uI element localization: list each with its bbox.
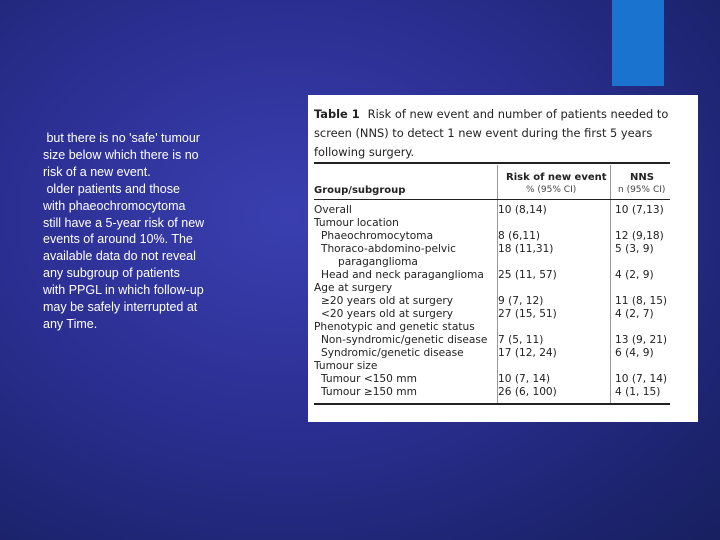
slide-body-text: [43, 130, 208, 333]
row-risk-cell: 9 (7, 12): [498, 295, 544, 307]
row-nns-cell: 12 (9,18): [615, 230, 664, 242]
row-nns-cell: 4 (2, 7): [615, 308, 654, 320]
table-row: [314, 204, 670, 217]
row-group-cell: Non-syndromic/genetic disease: [321, 334, 488, 346]
row-nns-cell: 10 (7, 14): [615, 373, 668, 385]
table-caption-text: Risk of new event and number of patients needed to screen (NNS) to detect 1 new event during the first 5 years following surgery.: [314, 107, 669, 159]
table-row: [314, 243, 670, 256]
row-nns-cell: 4 (1, 15): [615, 386, 661, 398]
row-group-cell: Age at surgery: [314, 282, 393, 294]
table-label: Table 1: [314, 107, 360, 121]
body-paragraph-1: but there is no 'safe' tumour size below which there is no risk of a new event.: [43, 131, 204, 179]
accent-bar: [612, 0, 664, 86]
table-top-rule: [314, 162, 670, 164]
row-group-cell: Syndromic/genetic disease: [321, 347, 464, 359]
table-figure: [308, 95, 698, 422]
row-risk-cell: 7 (5, 11): [498, 334, 544, 346]
row-nns-cell: 5 (3, 9): [615, 243, 654, 255]
body-paragraph-2: older patients and those with phaeochromocytoma still have a 5-year risk of new events of around 10%. The available data do not reveal any subgroup of patients with PPGL in which follow-up may be safely interrupted at any Time.: [43, 181, 208, 331]
row-nns-cell: 6 (4, 9): [615, 347, 654, 359]
row-nns-cell: 4 (2, 9): [615, 269, 654, 281]
header-group: Group/subgroup: [314, 185, 406, 196]
table-row: [314, 256, 670, 269]
table-row: [314, 269, 670, 282]
row-nns-cell: 13 (9, 21): [615, 334, 668, 346]
table-row: [314, 230, 670, 243]
row-group-cell: Overall: [314, 204, 352, 216]
table-row: [314, 360, 670, 373]
row-risk-cell: 25 (11, 57): [498, 269, 557, 281]
row-risk-cell: 17 (12, 24): [498, 347, 557, 359]
table-row: [314, 295, 670, 308]
header-nns: NNS: [630, 172, 654, 183]
row-group-cell: Phenotypic and genetic status: [314, 321, 475, 333]
row-group-cell: Tumour location: [314, 217, 399, 229]
table-row: [314, 373, 670, 386]
table-row: [314, 386, 670, 399]
row-group-cell: Tumour size: [314, 360, 378, 372]
table-row: [314, 321, 670, 334]
row-risk-cell: 18 (11,31): [498, 243, 554, 255]
table-header-rule: [314, 199, 670, 200]
row-risk-cell: 26 (6, 100): [498, 386, 557, 398]
row-risk-cell: 10 (7, 14): [498, 373, 551, 385]
header-risk: Risk of new event: [506, 172, 607, 183]
table-row: [314, 334, 670, 347]
row-group-cell: Head and neck paraganglioma: [321, 269, 484, 281]
table-row: [314, 347, 670, 360]
row-group-cell: <20 years old at surgery: [321, 308, 454, 320]
row-group-cell: Tumour <150 mm: [321, 373, 417, 385]
header-risk-sub: % (95% CI): [526, 185, 577, 195]
row-group-cell: paraganglioma: [338, 256, 418, 268]
header-nns-sub: n (95% CI): [618, 185, 666, 195]
table-row: [314, 217, 670, 230]
table-row: [314, 282, 670, 295]
row-risk-cell: 10 (8,14): [498, 204, 547, 216]
row-nns-cell: 10 (7,13): [615, 204, 664, 216]
row-group-cell: ≥20 years old at surgery: [321, 295, 454, 307]
table-caption: [314, 105, 686, 162]
table-bottom-rule: [314, 403, 670, 405]
row-risk-cell: 8 (6,11): [498, 230, 540, 242]
row-group-cell: Tumour ≥150 mm: [321, 386, 417, 398]
table-row: [314, 308, 670, 321]
row-nns-cell: 11 (8, 15): [615, 295, 668, 307]
row-risk-cell: 27 (15, 51): [498, 308, 557, 320]
row-group-cell: Phaeochromocytoma: [321, 230, 434, 242]
row-group-cell: Thoraco-abdomino-pelvic: [321, 243, 456, 255]
